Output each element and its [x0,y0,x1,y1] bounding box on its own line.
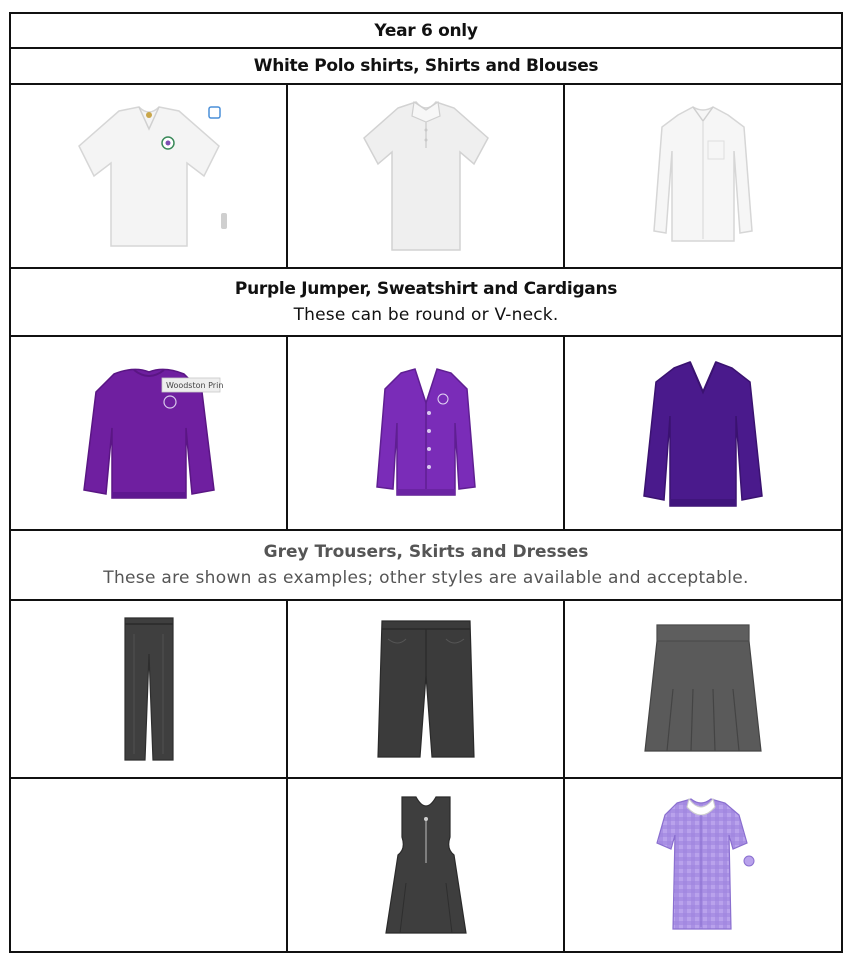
grey-pinafore-dress-icon [384,793,468,938]
polo-section-header-cell [10,48,842,84]
polo-cell-1 [10,84,287,268]
jumper-section-subtitle: These can be round or V-neck. [293,305,559,325]
grey-cell-1 [10,600,287,778]
jumper-cell-2 [287,336,564,530]
purple-cardigan-icon [371,363,481,503]
woodston-tag-text: Woodston Prin [165,381,223,390]
grey-cell-4-empty [10,778,287,952]
lilac-gingham-dress-icon [643,793,763,938]
year-header-cell [10,13,842,48]
jumper-section-header-cell [10,268,842,336]
grey-cell-2 [287,600,564,778]
purple-sweatshirt-icon [74,358,224,508]
uniform-table [9,12,843,953]
purple-v-neck-jumper-icon [638,356,768,511]
grey-section-subtitle: These are shown as examples; other styles are available and acceptable. [103,568,749,588]
grey-trousers-icon [119,614,179,764]
grey-cell-5 [287,778,564,952]
polo-cell-3 [564,84,842,268]
polo-shirt-icon [356,96,496,256]
year-header: Year 6 only [374,20,478,41]
jumper-cell-1 [10,336,287,530]
long-sleeve-shirt-icon [648,101,758,251]
grey-shorts-icon [376,617,476,762]
polo-cell-2 [287,84,564,268]
jumper-cell-3 [564,336,842,530]
grey-cell-6 [564,778,842,952]
grey-section-header-cell [10,530,842,600]
grey-cell-3 [564,600,842,778]
polo-section-title: White Polo shirts, Shirts and Blouses [253,56,599,76]
jumper-section-title: Purple Jumper, Sweatshirt and Cardigans [234,279,618,299]
grey-pleated-skirt-icon [643,619,763,759]
grey-section-title: Grey Trousers, Skirts and Dresses [263,542,589,562]
polo-shirt-with-logo-icon [69,101,229,251]
